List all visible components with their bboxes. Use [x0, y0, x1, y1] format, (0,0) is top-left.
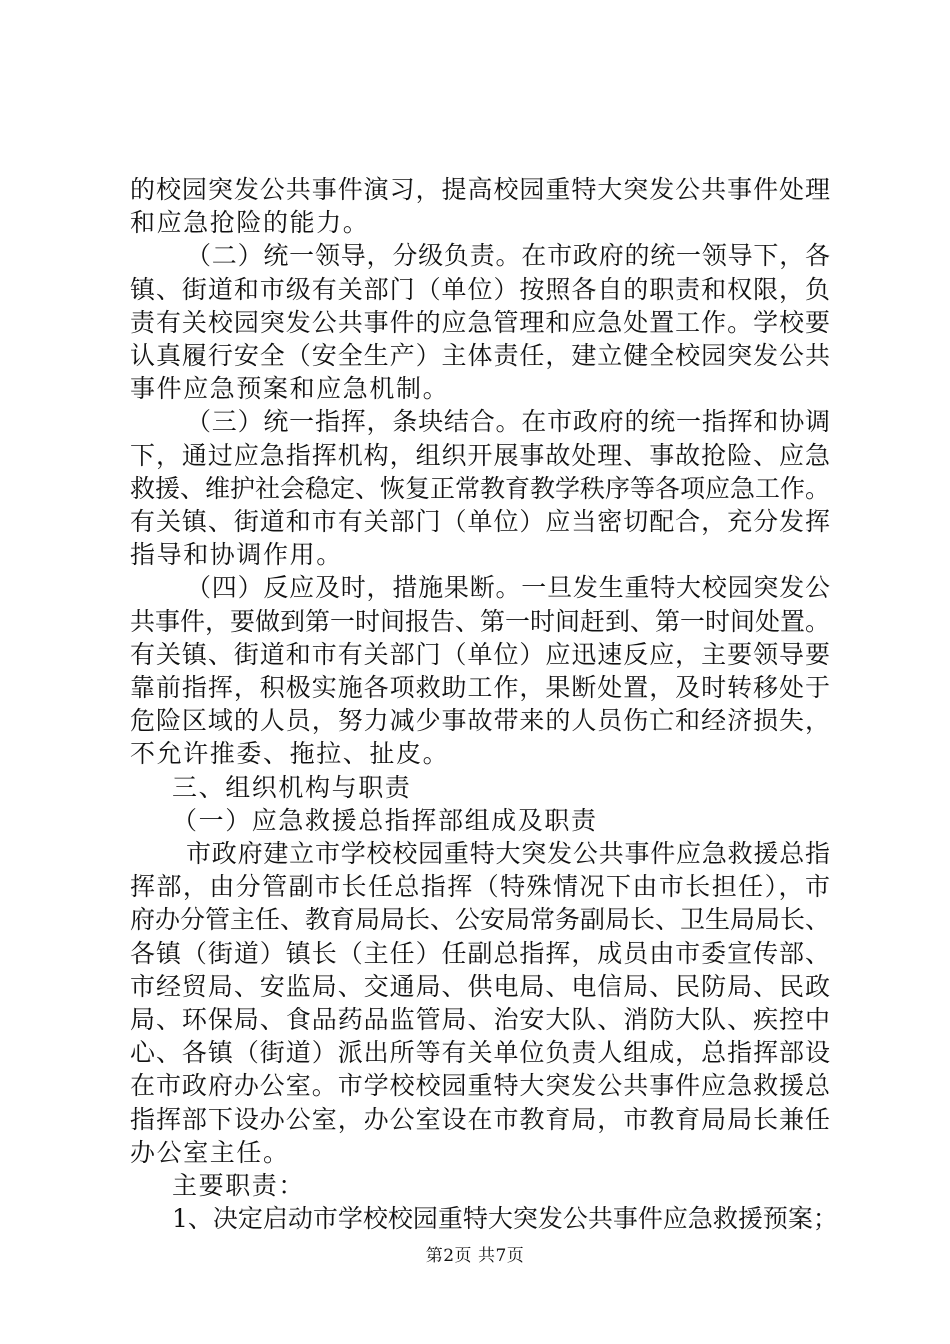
body-line: （四）反应及时，措施果断。一旦发生重特大校园突发公 [186, 573, 830, 603]
body-line: 府办分管主任、教育局局长、公安局常务副局长、卫生局局长、 [130, 905, 831, 935]
body-line: 责有关校园突发公共事件的应急管理和应急处置工作。学校要 [130, 307, 830, 337]
body-line: 挥部，由分管副市长任总指挥（特殊情况下由市长担任），市 [130, 872, 830, 902]
body-line: 指导和协调作用。 [130, 540, 343, 570]
body-line: 的校园突发公共事件演习，提高校园重特大突发公共事件处理 [130, 175, 830, 204]
page-footer: 第2页 共7页 [425, 1246, 525, 1266]
body-line: 共事件，要做到第一时间报告、第一时间赶到、第一时间处置。 [130, 606, 831, 636]
body-line: 主要职责： [172, 1171, 306, 1200]
body-line: 局、环保局、食品药品监管局、治安大队、消防大队、疾控中 [130, 1005, 830, 1034]
body-line: 和应急抢险的能力。 [130, 208, 370, 238]
body-line: （二）统一领导，分级负责。在市政府的统一领导下，各 [186, 241, 830, 271]
body-line: 市经贸局、安监局、交通局、供电局、电信局、民防局、民政 [130, 971, 830, 1001]
body-line: 下，通过应急指挥机构，组织开展事故处理、事故抢险、应急 [130, 440, 830, 470]
body-line: 各镇（街道）镇长（主任）任副总指挥，成员由市委宣传部、 [130, 938, 830, 968]
body-line: 镇、街道和市级有关部门（单位）按照各自的职责和权限，负 [130, 274, 830, 304]
section-heading: 三、组织机构与职责 [172, 772, 412, 802]
body-line: 指挥部下设办公室，办公室设在市教育局，市教育局局长兼任 [130, 1104, 830, 1134]
body-line: 在市政府办公室。市学校校园重特大突发公共事件应急救援总 [130, 1071, 830, 1101]
body-line: 危险区域的人员，努力减少事故带来的人员伤亡和经济损失， [130, 706, 830, 736]
body-line: 不允许推委、拖拉、扯皮。 [130, 739, 450, 769]
body-line: 1、决定启动市学校校园重特大突发公共事件应急救援预案； [172, 1204, 838, 1234]
body-line: 有关镇、街道和市有关部门（单位）应当密切配合，充分发挥 [130, 507, 830, 536]
body-line: 市政府建立市学校校园重特大突发公共事件应急救援总指 [186, 839, 830, 868]
body-line: 靠前指挥，积极实施各项救助工作，果断处置，及时转移处于 [130, 673, 830, 702]
body-line: 事件应急预案和应急机制。 [130, 374, 450, 404]
body-line: 心、各镇（街道）派出所等有关单位负责人组成，总指挥部设 [130, 1038, 830, 1068]
body-line: 办公室主任。 [130, 1137, 290, 1167]
body-line: 救援、维护社会稳定、恢复正常教育教学秩序等各项应急工作。 [130, 473, 831, 503]
subsection-heading: （一）应急救援总指挥部组成及职责 [172, 805, 598, 835]
body-line: 有关镇、街道和市有关部门（单位）应迅速反应，主要领导要 [130, 639, 830, 669]
body-line: 认真履行安全（安全生产）主体责任，建立健全校园突发公共 [130, 341, 830, 370]
body-line: （三）统一指挥，条块结合。在市政府的统一指挥和协调 [186, 407, 830, 437]
